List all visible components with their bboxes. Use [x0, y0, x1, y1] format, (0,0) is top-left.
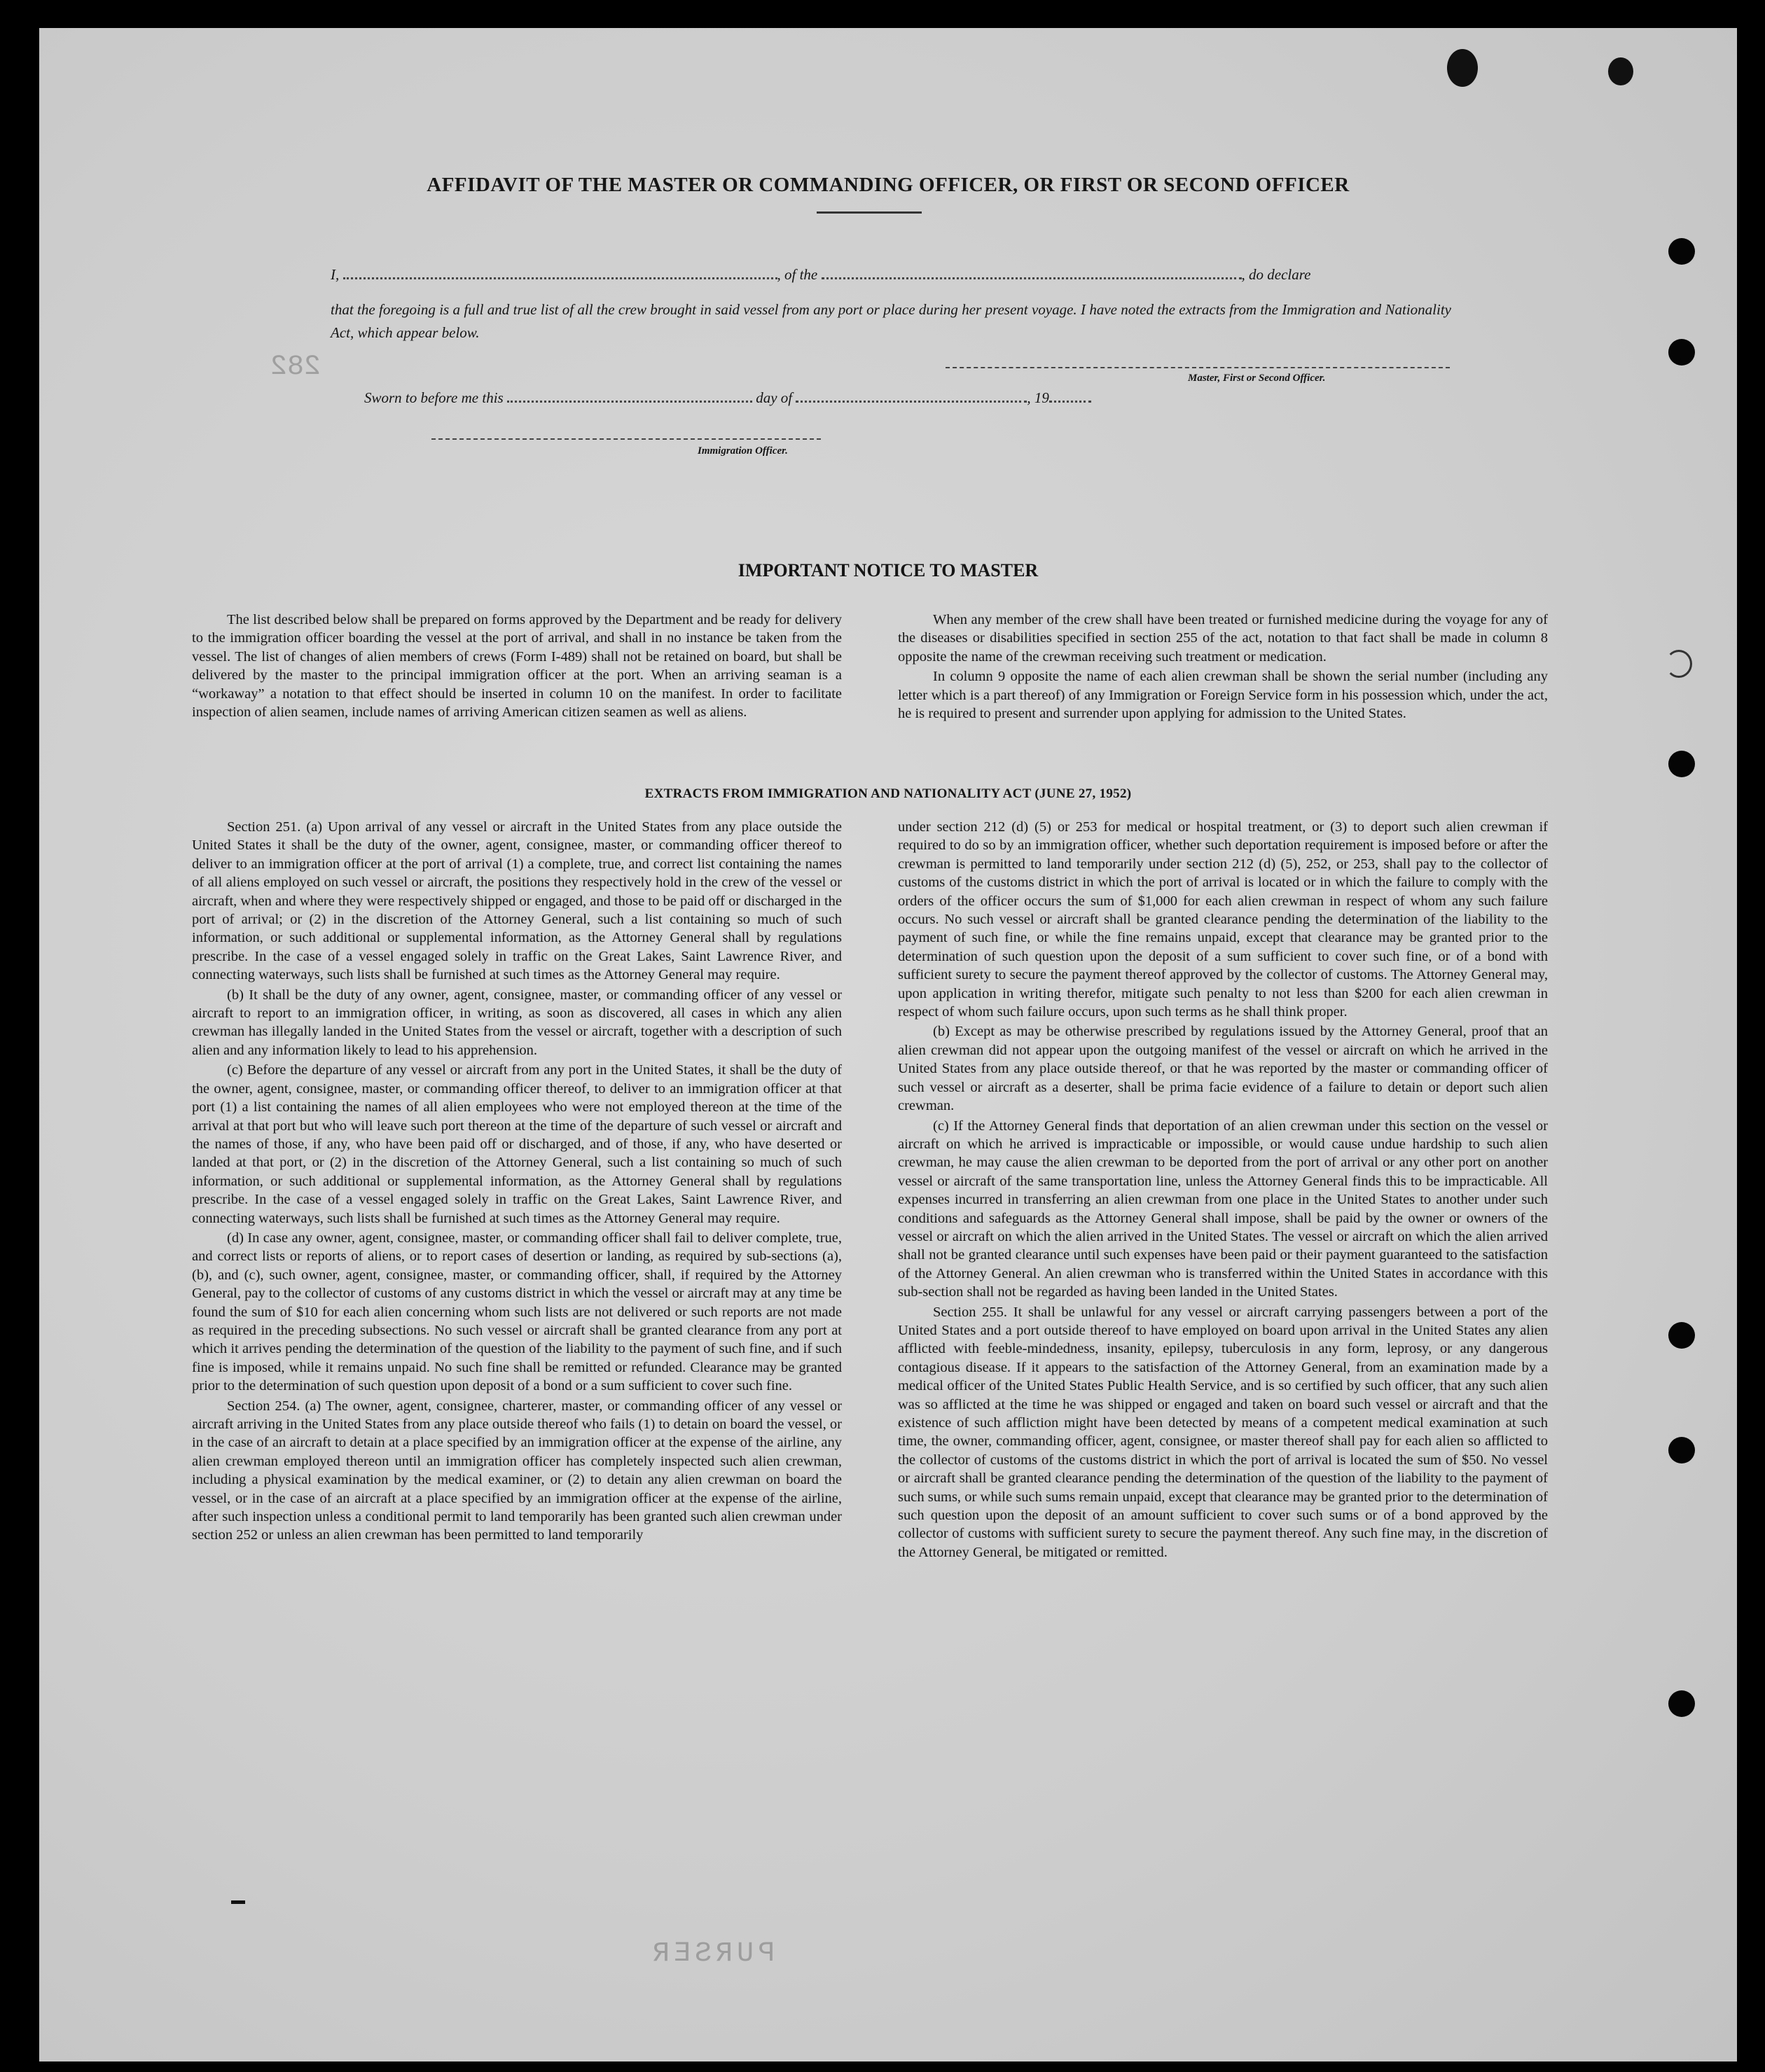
sworn-day-field[interactable]: [507, 391, 752, 403]
binder-hole: [1668, 751, 1695, 777]
notice-right-paragraph-1: When any member of the crew shall have been treated or furnished medicine during the voyage for any of the diseases or disabilities specified in section 255 of the act, notation to that fact shall be made in column 8 opposite the name of the crewman receiving such treatment or medication.: [898, 612, 1548, 665]
section-251-c: (c) Before the departure of any vessel or aircraft from any port in the United States, it shall be the duty of the owner, agent, consignee, master, or commanding officer thereof, to deliver to an immigration officer at that port (1) a list containing the names of all alien employees who were not employed thereon at the time of the arrival at that port but who will leave such port thereon at the time of the departure of such vessel or aircraft and the names of those, if any, who have been paid off or discharged, and of those, if any, who have deserted or landed at that port, or (2) in the discretion of the Attorney General, such a list containing so much of such information, or such additional or supplemental information, as the Attorney General shall by regulations prescribe. In the case of a vessel engaged solely in traffic on the Great Lakes, Saint Lawrence River, and connecting waterways, such lists shall be furnished at such times as the Attorney General may require.: [192, 1062, 842, 1226]
section-255: Section 255. It shall be unlawful for any vessel or aircraft carrying passengers between a port of the United States and a port outside thereof to have employed on board upon arrival in the United States any alien afflicted with feeble-mindedness, insanity, epilepsy, tuberculosis in any form, leprosy, or any dangerous contagious disease. If it appears to the satisfaction of the Attorney General, from an examination made by a medical officer of the United States Public Health Service, and is so certified by such officer, that any such alien was so afflicted at the time he was shipped or engaged and taken on board such vessel or aircraft and that the existence of such affliction might have been detected by means of a competent medical examination at such time, the owner, commanding officer, agent, consignee, or master thereof shall pay for each alien so afflicted to the collector of customs of the customs district in which the port of arrival is located the sum of $50. No vessel or aircraft shall be granted clearance pending the determination of the question of the liability to the payment of such sums, or while such sums remain unpaid, except that clearance may be granted prior to the determination of such question upon the deposit of an amount sufficient to cover such sums or of a bond approved by the collector of customs with sufficient surety to secure the payment thereof. Any such fine may, in the discretion of the Attorney General, be mitigated or remitted.: [898, 1304, 1548, 1560]
extracts-heading: EXTRACTS FROM IMMIGRATION AND NATIONALITY ACT (JUNE 27, 1952): [644, 786, 1132, 801]
binder-hole: [1668, 1322, 1695, 1349]
section-251-b: (b) It shall be the duty of any owner, agent, consignee, master, or commanding officer of any vessel or aircraft to report to an immigration officer, in writing, as soon as discovered, all cases in which any alien crewman has illegally landed in the United States from the vessel or aircraft, together with a description of such alien and any information likely to lead to his apprehension.: [192, 987, 842, 1058]
binder-hole: [1668, 238, 1695, 265]
section-254-b: (b) Except as may be otherwise prescribed by regulations issued by the Attorney General, proof that an alien crewman did not appear upon the outgoing manifest of the vessel or aircraft on which he arrived in the United States from any place outside thereof, or that he was reported by the master or commanding officer of such vessel or aircraft as a deserter, shall be prima facie evidence of a failure to detain or deport such alien crewman.: [898, 1024, 1548, 1114]
year-label: , 19: [1027, 389, 1049, 406]
section-254-a: Section 254. (a) The owner, agent, consignee, charterer, master, or commanding officer of any vessel or aircraft arriving in the United States from any place outside thereof who fails (1) to detain on board the vessel, or in the case of an aircraft to detain at a place specified by an immigration officer at the expense of the airline, any alien crewman employed thereon until an immigration officer has completely inspected such alien crewman, including a physical examination by the medical examiner, or (2) to detain any alien crewman on board the vessel, or in the case of an aircraft at a place specified by an immigration officer at the expense of the airline, after such inspection unless a conditional permit to land temporarily has been granted such alien crewman under section 252 or unless an alien crewman has been permitted to land temporarily: [192, 1398, 842, 1543]
extracts-right-column: [898, 818, 1548, 1562]
title-underline: [817, 211, 922, 214]
section-251-a: Section 251. (a) Upon arrival of any vessel or aircraft in the United States from any place outside the United States it shall be the duty of the owner, agent, consignee, master, or commanding officer thereof to deliver to an immigration officer at the port of arrival (1) a complete, true, and correct list containing the names of all aliens employed on such vessel or aircraft, the positions they respectively hold in the crew of the vessel or aircraft, when and where they were respectively shipped or engaged, and those to be paid off or discharged in the port of arrival; or (2) in the discretion of the Attorney General, such a list containing so much of such information, or such additional or supplemental information, as the Attorney General shall by regulations prescribe. In the case of a vessel engaged solely in traffic on the Great Lakes, Saint Lawrence River, and connecting waterways, such lists shall be furnished at such times as the Attorney General may require.: [192, 819, 842, 983]
section-254-a-continued: under section 212 (d) (5) or 253 for medical or hospital treatment, or (3) to deport such alien crewman if required to do so by an immigration officer, whether such deportation requirement is imposed before or after the crewman is permitted to land temporarily under section 212 (d) (5), 252, or 253, shall pay to the collector of customs of the customs district in which the port of arrival is located or in which the failure to comply with the orders of the officer occurs the sum of $1,000 for each alien crewman in respect of whom any such failure occurs. No such vessel or aircraft shall be granted clearance pending the determination of the liability to the payment of such fine, or while the fine remains unpaid, except that clearance may be granted prior to the determination of such question upon the deposit of a sum sufficient to cover such fine, or of a bond with sufficient surety to secure the payment thereof approved by the collector of customs. The Attorney General may, upon application in writing therefor, mitigate such penalty to not less than $200 for each alien crewman in respect of whom such failure occurs, upon such terms as he shall think proper.: [898, 819, 1548, 1020]
notice-left-paragraph: The list described below shall be prepared on forms approved by the Department and be ready for delivery to the immigration officer boarding the vessel at the port of arrival, and shall in no instance be taken from the vessel. The list of changes of alien members of crews (Form I-489) shall not be retained on board, but shall be delivered by the master to the principal immigration officer at the port. When an arriving seaman is a “workaway” a notation to that effect should be inserted in column 10 on the manifest. In order to facilitate inspection of alien seamen, include names of arriving American citizen seamen as well as aliens.: [192, 612, 842, 721]
ink-blot: [1447, 49, 1478, 87]
notice-heading: IMPORTANT NOTICE TO MASTER: [738, 560, 1039, 580]
master-signature-label: Master, First or Second Officer.: [1188, 373, 1326, 384]
day-of-label: day of: [756, 389, 793, 406]
master-signature-line[interactable]: [946, 367, 1450, 368]
vessel-field[interactable]: [822, 267, 1242, 279]
section-251-d: (d) In case any owner, agent, consignee, master, or commanding officer shall fail to deliver complete, true, and correct lists or reports of aliens, or to report cases of desertion or landing, as required by sub-sections (a), (b), and (c), such owner, agent, consignee, master, or commanding officer, shall, if required by the Attorney General, pay to the collector of customs of any customs district in which the vessel or aircraft may at any time be found the sum of $10 for each alien concerning whom such lists are not delivered or such reports are not made as required in the preceding subsections. No such vessel or aircraft shall be granted clearance from any port at which it arrives pending the determination of the question of the liability to the payment of such fine, and if such fine is imposed, while it remains unpaid. No such fine shall be remitted or refunded. Clearance may be granted prior to the determination of such question upon deposit of a bond or a sum sufficient to cover such fine.: [192, 1230, 842, 1394]
notice-left-column: [192, 611, 842, 721]
name-field[interactable]: [343, 267, 777, 279]
notice-right-paragraph-2: In column 9 opposite the name of each alien crewman shall be shown the serial number (including any letter which is a part thereof) of any Immigration or Foreign Service form in his possession which, under the act, he is required to present and surrender upon applying for admission to the United States.: [898, 669, 1548, 722]
immigration-officer-label: Immigration Officer.: [698, 445, 788, 457]
notice-right-column: [898, 611, 1548, 723]
ink-dash: [231, 1900, 245, 1904]
document-page: [39, 28, 1737, 2061]
sworn-year-field[interactable]: [1049, 391, 1091, 403]
binder-hole: [1668, 1437, 1695, 1463]
affidavit-title: AFFIDAVIT OF THE MASTER OR COMMANDING OFFICER, OR FIRST OR SECOND OFFICER: [427, 174, 1350, 196]
binder-hole: [1668, 339, 1695, 366]
purser-stamp-bleedthrough: PURSER: [649, 1938, 775, 1970]
i-label: I,: [331, 266, 340, 283]
page-number-bleedthrough: 282: [270, 352, 321, 383]
declaration-text: that the foregoing is a full and true list of all the crew brought in said vessel from any port or place during her present voyage. I have noted the extracts from the Immigration and Nationality Act, which appear below.: [331, 301, 1451, 341]
extracts-left-column: [192, 818, 842, 1545]
ink-blot: [1608, 57, 1633, 85]
declaration-line: [331, 266, 1310, 284]
of-the-label: , of the: [777, 266, 818, 283]
do-declare-label: , do declare: [1241, 266, 1311, 283]
binder-hole: [1668, 1690, 1695, 1717]
binder-hole-outline: [1666, 650, 1692, 678]
sworn-line: [364, 389, 1091, 407]
section-254-c: (c) If the Attorney General finds that deportation of an alien crewman under this section on the vessel or aircraft on which he arrived is impracticable or impossible, or would cause undue hardship to such alien crewman, he may cause the alien crewman to be deported from the port of arrival or any other port on another vessel or aircraft of the same transportation line, unless the Attorney General finds this to be impracticable. All expenses incurred in transferring an alien crewman from one place in the United States to another under such conditions and safeguards as the Attorney General shall impose, shall be paid by the owner or owners of the vessel or aircraft on which the alien arrived in the United States. The vessel or aircraft on which the alien arrived shall not be granted clearance until such expenses have been paid or their payment guaranteed to the satisfaction of the Attorney General. An alien crewman who is transferred within the United States in accordance with this sub-section shall not be regarded as having been landed in the United States.: [898, 1118, 1548, 1300]
sworn-month-field[interactable]: [796, 391, 1027, 403]
sworn-label: Sworn to before me this: [364, 389, 504, 406]
immigration-officer-signature-line[interactable]: [431, 438, 821, 440]
